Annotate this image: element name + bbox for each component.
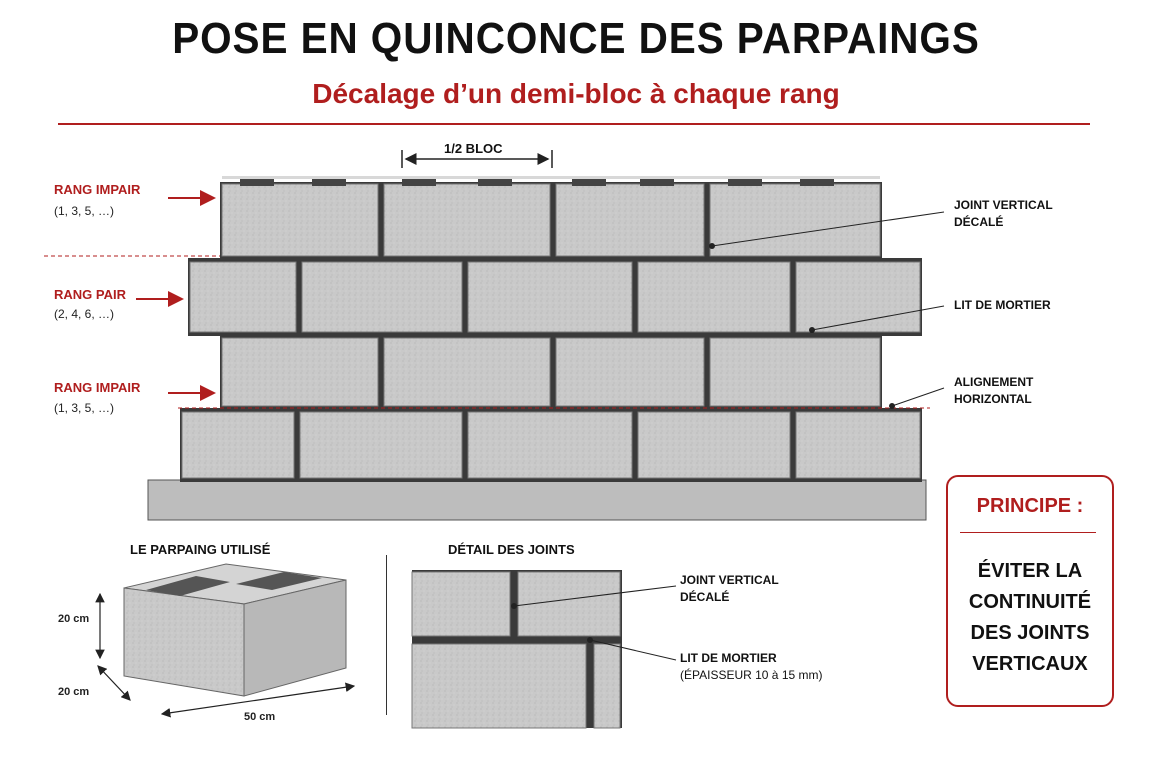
row-bottom [182, 412, 920, 478]
principle-line: DES JOINTS [970, 622, 1090, 644]
joint-detail-mortar: LIT DE MORTIER (ÉPAISSEUR 10 à 15 mm) [680, 651, 823, 682]
row-sub-middle: (2, 4, 6, …) [54, 307, 115, 321]
joints-section-title: DÉTAIL DES JOINTS [448, 542, 575, 557]
annotation-mortar-bed: LIT DE MORTIER [954, 298, 1051, 312]
block-height-label: 20 cm [58, 613, 90, 625]
principle-line: CONTINUITÉ [968, 591, 1092, 613]
principle-divider [960, 532, 1096, 533]
joint-detail-vertical: JOINT VERTICAL DÉCALÉ [680, 573, 779, 604]
page-subtitle: Décalage d’un demi-bloc à chaque rang [312, 78, 840, 109]
row-sub-bottom: (1, 3, 5, …) [54, 401, 115, 415]
row-label-middle: RANG PAIR [54, 287, 126, 302]
block-length-label: 50 cm [244, 711, 276, 723]
row-sub-top: (1, 3, 5, …) [54, 204, 115, 218]
single-block-illustration [124, 564, 346, 696]
annotation-alignment: ALIGNEMENT HORIZONTAL [954, 375, 1034, 406]
foundation-slab [148, 480, 926, 520]
page-title: POSE EN QUINCONCE DES PARPAINGS [172, 14, 980, 63]
half-block-label: 1/2 BLOC [444, 141, 503, 156]
principle-title: PRINCIPE : [976, 495, 1084, 517]
section-divider [386, 555, 387, 715]
joint-detail-illustration [412, 570, 622, 728]
row-label-bottom: RANG IMPAIR [54, 380, 141, 395]
principle-line: ÉVITER LA [977, 560, 1083, 582]
block-section-title: LE PARPAING UTILISÉ [130, 542, 271, 557]
leader-line [892, 388, 944, 406]
block-depth-label: 20 cm [58, 686, 90, 698]
annotation-vertical-joint: JOINT VERTICAL DÉCALÉ [954, 198, 1053, 229]
principle-line: VERTICAUX [972, 653, 1088, 675]
row-label-top: RANG IMPAIR [54, 182, 141, 197]
